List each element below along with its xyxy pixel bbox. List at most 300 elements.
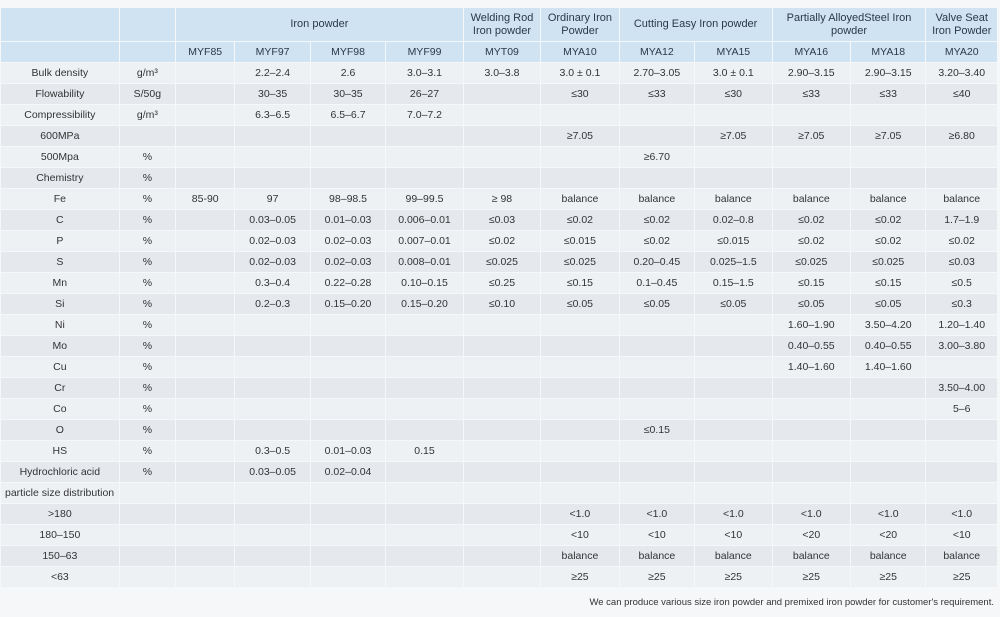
value-cell: 0.20–0.45 (620, 252, 694, 272)
value-cell: 0.2–0.3 (235, 294, 309, 314)
value-cell (541, 441, 618, 461)
value-cell (541, 357, 618, 377)
value-cell: ≤0.15 (620, 420, 694, 440)
value-cell (386, 126, 462, 146)
value-cell: 1.20–1.40 (926, 315, 997, 335)
value-cell (176, 231, 234, 251)
value-cell (386, 504, 462, 524)
value-cell (464, 147, 540, 167)
table-row (1, 168, 997, 188)
value-cell (176, 147, 234, 167)
value-cell: ≥ 98 (464, 189, 540, 209)
row-label: >180 (1, 504, 119, 524)
value-cell: ≤0.02 (464, 231, 540, 251)
value-cell (311, 399, 385, 419)
value-cell (851, 168, 925, 188)
value-cell: ≤0.05 (695, 294, 771, 314)
value-cell (695, 168, 771, 188)
value-cell: 26–27 (386, 84, 462, 104)
value-cell: 0.22–0.28 (311, 273, 385, 293)
value-cell (926, 441, 997, 461)
value-cell (311, 420, 385, 440)
value-cell: 3.50–4.00 (926, 378, 997, 398)
value-cell (176, 210, 234, 230)
value-cell (773, 378, 850, 398)
value-cell (176, 483, 234, 503)
value-cell: 2.6 (311, 63, 385, 83)
row-label: Cu (1, 357, 119, 377)
value-cell: ≤0.3 (926, 294, 997, 314)
value-cell (773, 483, 850, 503)
value-cell (235, 546, 309, 566)
value-cell (235, 357, 309, 377)
value-cell (235, 525, 309, 545)
value-cell: balance (695, 189, 771, 209)
table-row (1, 210, 997, 230)
value-cell: <1.0 (695, 504, 771, 524)
value-cell: ≤0.15 (851, 273, 925, 293)
value-cell: balance (926, 189, 997, 209)
value-cell (176, 252, 234, 272)
row-label: Flowability (1, 84, 119, 104)
value-cell: 0.03–0.05 (235, 210, 309, 230)
value-cell: ≤0.5 (926, 273, 997, 293)
value-cell (695, 420, 771, 440)
table-row (1, 84, 997, 104)
value-cell (386, 546, 462, 566)
value-cell: <10 (926, 525, 997, 545)
value-cell (620, 168, 694, 188)
value-cell (620, 315, 694, 335)
value-cell (695, 399, 771, 419)
value-cell: 0.02–0.03 (311, 231, 385, 251)
value-cell (386, 420, 462, 440)
row-label: 180–150 (1, 525, 119, 545)
value-cell: balance (541, 546, 618, 566)
value-cell: ≥7.05 (773, 126, 850, 146)
value-cell: 2.2–2.4 (235, 63, 309, 83)
table-row (1, 294, 997, 314)
value-cell (541, 378, 618, 398)
table-row (1, 147, 997, 167)
table-row (1, 462, 997, 482)
value-cell (176, 105, 234, 125)
value-cell: 0.10–0.15 (386, 273, 462, 293)
value-cell (176, 168, 234, 188)
value-cell (464, 504, 540, 524)
value-cell (235, 420, 309, 440)
value-cell: 3.00–3.80 (926, 336, 997, 356)
value-cell: ≥7.05 (695, 126, 771, 146)
value-cell: 0.02–0.03 (235, 231, 309, 251)
value-cell (386, 567, 462, 587)
value-cell: ≤0.03 (926, 252, 997, 272)
table-row (1, 63, 997, 83)
unit-cell (120, 504, 175, 524)
value-cell: 0.15 (386, 441, 462, 461)
value-cell: balance (773, 189, 850, 209)
unit-header-cell (120, 8, 175, 41)
unit-cell: % (120, 189, 175, 209)
unit-cell: % (120, 462, 175, 482)
model-header: MYA15 (695, 42, 771, 62)
unit-cell: % (120, 378, 175, 398)
row-label: Mo (1, 336, 119, 356)
value-cell (311, 126, 385, 146)
value-cell: ≤0.025 (851, 252, 925, 272)
group-header-row (1, 8, 997, 41)
unit-cell: % (120, 399, 175, 419)
value-cell: ≤0.05 (851, 294, 925, 314)
unit-cell: % (120, 273, 175, 293)
value-cell: <1.0 (851, 504, 925, 524)
value-cell (311, 315, 385, 335)
value-cell (695, 483, 771, 503)
value-cell: 97 (235, 189, 309, 209)
table-row (1, 546, 997, 566)
unit-cell: g/m³ (120, 63, 175, 83)
value-cell: ≤40 (926, 84, 997, 104)
table-row (1, 483, 997, 503)
value-cell (695, 105, 771, 125)
value-cell (464, 315, 540, 335)
value-cell (386, 357, 462, 377)
value-cell (464, 357, 540, 377)
value-cell: <20 (773, 525, 850, 545)
table-row (1, 315, 997, 335)
value-cell: 5–6 (926, 399, 997, 419)
value-cell (311, 483, 385, 503)
value-cell: 85-90 (176, 189, 234, 209)
value-cell (176, 441, 234, 461)
value-cell (464, 567, 540, 587)
value-cell: 0.007–0.01 (386, 231, 462, 251)
row-label: particle size distribution (1, 483, 119, 503)
value-cell (541, 399, 618, 419)
value-cell: 1.40–1.60 (773, 357, 850, 377)
value-cell: 2.90–3.15 (851, 63, 925, 83)
value-cell: ≥25 (773, 567, 850, 587)
value-cell (620, 357, 694, 377)
value-cell (311, 336, 385, 356)
model-header: MYF85 (176, 42, 234, 62)
value-cell: <10 (620, 525, 694, 545)
value-cell: 3.20–3.40 (926, 63, 997, 83)
value-cell: ≤0.025 (464, 252, 540, 272)
model-header: MYA20 (926, 42, 997, 62)
value-cell (620, 336, 694, 356)
value-cell (176, 294, 234, 314)
value-cell: ≤0.02 (851, 210, 925, 230)
value-cell (773, 399, 850, 419)
unit-cell: % (120, 147, 175, 167)
value-cell: 0.3–0.5 (235, 441, 309, 461)
value-cell (311, 147, 385, 167)
value-cell: ≤0.025 (541, 252, 618, 272)
value-cell: ≤0.015 (695, 231, 771, 251)
unit-cell: % (120, 420, 175, 440)
value-cell: balance (926, 546, 997, 566)
value-cell: 0.025–1.5 (695, 252, 771, 272)
value-cell (235, 336, 309, 356)
row-label: HS (1, 441, 119, 461)
value-cell (851, 105, 925, 125)
row-label: 500Mpa (1, 147, 119, 167)
value-cell (926, 462, 997, 482)
value-cell (176, 567, 234, 587)
value-cell: 0.02–0.04 (311, 462, 385, 482)
value-cell (235, 567, 309, 587)
row-label: Ni (1, 315, 119, 335)
value-cell (620, 399, 694, 419)
value-cell: 3.0–3.1 (386, 63, 462, 83)
value-cell (541, 105, 618, 125)
table-row (1, 567, 997, 587)
row-label: 150–63 (1, 546, 119, 566)
value-cell: ≥25 (620, 567, 694, 587)
value-cell (235, 504, 309, 524)
value-cell (773, 441, 850, 461)
unit-cell: % (120, 357, 175, 377)
value-cell: 0.008–0.01 (386, 252, 462, 272)
unit-cell (120, 525, 175, 545)
value-cell: ≤0.05 (541, 294, 618, 314)
value-cell (235, 399, 309, 419)
value-cell: 30–35 (311, 84, 385, 104)
table-row (1, 189, 997, 209)
value-cell: 7.0–7.2 (386, 105, 462, 125)
unit-cell: % (120, 210, 175, 230)
value-cell (464, 168, 540, 188)
value-cell (695, 462, 771, 482)
value-cell (464, 105, 540, 125)
value-cell: ≤33 (620, 84, 694, 104)
model-header: MYT09 (464, 42, 540, 62)
unit-cell: % (120, 441, 175, 461)
value-cell (620, 462, 694, 482)
value-cell (464, 525, 540, 545)
row-label: O (1, 420, 119, 440)
table-row (1, 105, 997, 125)
value-cell (311, 168, 385, 188)
value-cell (926, 483, 997, 503)
value-cell (464, 84, 540, 104)
value-cell (176, 273, 234, 293)
table-row (1, 399, 997, 419)
value-cell (620, 483, 694, 503)
value-cell: ≤0.02 (541, 210, 618, 230)
value-cell (176, 357, 234, 377)
value-cell: ≤0.02 (851, 231, 925, 251)
value-cell: ≥6.70 (620, 147, 694, 167)
value-cell (235, 168, 309, 188)
value-cell: 0.15–1.5 (695, 273, 771, 293)
value-cell: ≤30 (695, 84, 771, 104)
table-row (1, 336, 997, 356)
value-cell (541, 147, 618, 167)
group-header: Welding Rod Iron powder (464, 8, 540, 41)
value-cell: 30–35 (235, 84, 309, 104)
value-cell (851, 441, 925, 461)
row-label: Chemistry (1, 168, 119, 188)
model-header: MYF97 (235, 42, 309, 62)
value-cell (926, 105, 997, 125)
value-cell (695, 378, 771, 398)
value-cell: 2.70–3.05 (620, 63, 694, 83)
table-row (1, 504, 997, 524)
value-cell: 3.0–3.8 (464, 63, 540, 83)
table-row (1, 126, 997, 146)
value-cell: <1.0 (773, 504, 850, 524)
value-cell (620, 105, 694, 125)
value-cell (235, 147, 309, 167)
table-row (1, 525, 997, 545)
unit-cell: S/50g (120, 84, 175, 104)
value-cell: 0.02–0.03 (311, 252, 385, 272)
value-cell: ≤0.02 (620, 210, 694, 230)
value-cell (773, 147, 850, 167)
value-cell (235, 378, 309, 398)
row-label: Fe (1, 189, 119, 209)
value-cell (541, 336, 618, 356)
value-cell (851, 378, 925, 398)
value-cell: ≥25 (926, 567, 997, 587)
group-header: Iron powder (176, 8, 463, 41)
unit-header-cell (120, 42, 175, 62)
value-cell (695, 336, 771, 356)
value-cell (386, 336, 462, 356)
value-cell: balance (620, 189, 694, 209)
value-cell: 0.3–0.4 (235, 273, 309, 293)
value-cell (235, 126, 309, 146)
value-cell (620, 378, 694, 398)
value-cell (541, 483, 618, 503)
value-cell (386, 525, 462, 545)
unit-cell: % (120, 336, 175, 356)
value-cell (773, 420, 850, 440)
value-cell: ≤0.025 (773, 252, 850, 272)
value-cell (541, 462, 618, 482)
table-row (1, 420, 997, 440)
value-cell (386, 315, 462, 335)
value-cell (695, 357, 771, 377)
value-cell (386, 399, 462, 419)
value-cell: 0.03–0.05 (235, 462, 309, 482)
model-header-row (1, 42, 997, 62)
value-cell (176, 84, 234, 104)
value-cell: ≥6.80 (926, 126, 997, 146)
value-cell: ≤0.05 (773, 294, 850, 314)
value-cell (176, 399, 234, 419)
value-cell: 0.01–0.03 (311, 210, 385, 230)
value-cell (464, 378, 540, 398)
row-label: Cr (1, 378, 119, 398)
value-cell (464, 441, 540, 461)
corner-cell (1, 42, 119, 62)
value-cell: 6.5–6.7 (311, 105, 385, 125)
value-cell: ≤0.10 (464, 294, 540, 314)
unit-cell: % (120, 252, 175, 272)
row-label: <63 (1, 567, 119, 587)
model-header: MYF99 (386, 42, 462, 62)
value-cell (773, 168, 850, 188)
row-label: P (1, 231, 119, 251)
value-cell (695, 441, 771, 461)
value-cell: 0.15–0.20 (386, 294, 462, 314)
value-cell: 1.60–1.90 (773, 315, 850, 335)
row-label: C (1, 210, 119, 230)
value-cell (541, 315, 618, 335)
model-header: MYA12 (620, 42, 694, 62)
value-cell: 6.3–6.5 (235, 105, 309, 125)
value-cell: <1.0 (541, 504, 618, 524)
value-cell: <10 (695, 525, 771, 545)
value-cell (176, 126, 234, 146)
row-label: Hydrochloric acid (1, 462, 119, 482)
row-label: 600MPa (1, 126, 119, 146)
unit-cell (120, 567, 175, 587)
value-cell: ≤0.15 (541, 273, 618, 293)
unit-cell: % (120, 294, 175, 314)
value-cell: <1.0 (926, 504, 997, 524)
group-header: Ordinary Iron Powder (541, 8, 618, 41)
value-cell (464, 336, 540, 356)
value-cell (851, 462, 925, 482)
unit-cell (120, 126, 175, 146)
unit-cell: % (120, 168, 175, 188)
value-cell: ≤33 (851, 84, 925, 104)
value-cell (464, 462, 540, 482)
value-cell: ≤0.02 (773, 231, 850, 251)
value-cell: ≤0.015 (541, 231, 618, 251)
value-cell (851, 147, 925, 167)
model-header: MYA10 (541, 42, 618, 62)
model-header: MYA18 (851, 42, 925, 62)
value-cell: 3.0 ± 0.1 (695, 63, 771, 83)
value-cell (464, 420, 540, 440)
unit-cell (120, 483, 175, 503)
value-cell (311, 378, 385, 398)
value-cell (851, 483, 925, 503)
value-cell: 0.40–0.55 (851, 336, 925, 356)
table-row (1, 231, 997, 251)
value-cell: 2.90–3.15 (773, 63, 850, 83)
row-label: Mn (1, 273, 119, 293)
unit-cell: g/m³ (120, 105, 175, 125)
value-cell: 98–98.5 (311, 189, 385, 209)
value-cell: ≥7.05 (541, 126, 618, 146)
value-cell: balance (541, 189, 618, 209)
footnote: We can produce various size iron powder and premixed iron powder for customer's requirement. (589, 597, 994, 608)
value-cell (311, 525, 385, 545)
value-cell: 0.1–0.45 (620, 273, 694, 293)
value-cell: ≤0.02 (773, 210, 850, 230)
value-cell: 3.0 ± 0.1 (541, 63, 618, 83)
table-row (1, 378, 997, 398)
value-cell (695, 315, 771, 335)
value-cell (620, 126, 694, 146)
value-cell: ≤0.02 (620, 231, 694, 251)
table-row (1, 273, 997, 293)
value-cell: 1.7–1.9 (926, 210, 997, 230)
value-cell: balance (851, 546, 925, 566)
value-cell (926, 357, 997, 377)
value-cell (176, 525, 234, 545)
value-cell (176, 504, 234, 524)
value-cell (851, 399, 925, 419)
value-cell: 0.15–0.20 (311, 294, 385, 314)
row-label: Compressibility (1, 105, 119, 125)
